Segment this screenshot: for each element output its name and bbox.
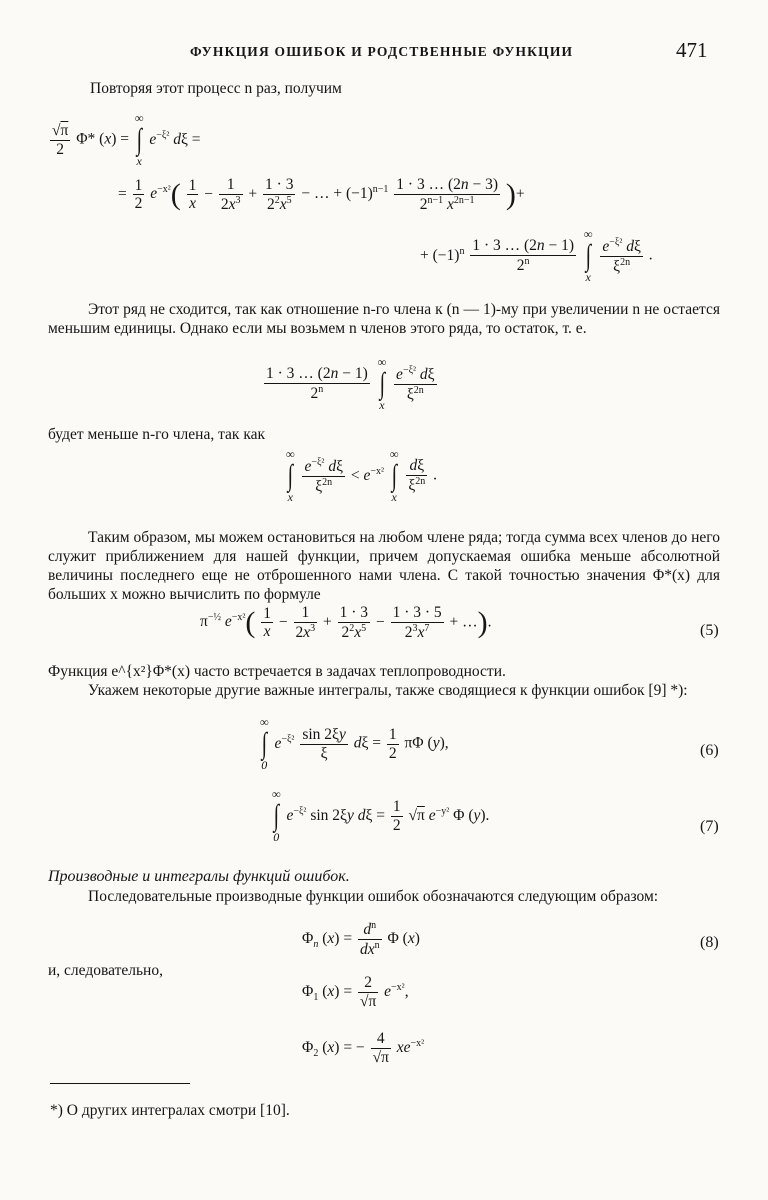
equation-remainder: $\frac{1 \cdot 3 \dots (2n - 1)}{2^n}$ ∞ ∫ x $\frac{e^{-\xi^2} d\xi}{\xi^{2n}}$ — [266, 355, 435, 412]
equation-asymptotic-line3: + $(-1)^n$ $\frac{1 \cdot 3 \dots (2n - 1)}{2^n}$ ∞ ∫ x $\frac{e^{-\xi^2} d\xi}{\xi^{2n}}$ . — [420, 227, 653, 284]
equation-number-7: (7) — [700, 818, 719, 835]
paragraph-derivatives: Последовательные производные функции ошибок обозначаются следующим образом: — [88, 888, 659, 905]
page-number: 471 — [676, 38, 708, 62]
equation-6: ∞ ∫ 0 $e^{-\xi^2}$ $\frac{\sin 2\xi y}{\xi}$ dξ = $\frac{1}{2}$ πΦ (y), — [260, 715, 449, 772]
equation-7: ∞ ∫ 0 $e^{-\xi^2}$ sin 2ξy dξ = $\frac{1}{2}$ √π $e^{-y^2}$ Φ (y). — [272, 787, 490, 844]
equation-number-8: (8) — [700, 934, 719, 951]
running-title: ФУНКЦИЯ ОШИБОК И РОДСТВЕННЫЕ ФУНКЦИИ — [190, 44, 574, 59]
equation-phi1: $\Phi_1$ (x) = $\frac{2}{√\pi}$ $e^{-x^2}$, — [302, 974, 409, 1010]
section-title: Производные и интегралы функций ошибок. — [48, 868, 350, 885]
paragraph-approximation: Таким образом, мы можем остановиться на любом члене ряда; тогда сумма всех членов до него служит приближением для нашей функции, причем допускаемая ошибка меньше абсолютной величины последнего еще не отброшенного нами члена. С такой точностью значения Φ*(x) для больших x можно вычислить по формуле — [48, 529, 720, 603]
equation-inequality: ∞ ∫ x $\frac{e^{-\xi^2} d\xi}{\xi^{2n}}$ < $e^{-x^2}$ ∞ ∫ x $\frac{d\xi}{\xi^{2n}}$ . — [286, 447, 437, 504]
paragraph-divergence: Этот ряд не сходится, так как отношение n-го члена к (n — 1)-му при увеличении n не остается меньшим единицы. Однако если мы возьмем n членов этого ряда, то остаток, т. е. — [48, 301, 720, 337]
equation-asymptotic-line2: = $\frac{1}{2}$ $e^{-x^2}$( $\frac{1}{x}$ − $\frac{1}{2x^3}$ + $\frac{1 \cdot 3}{2^2x^5}$ − … + $(-1)^{n-1}$ $\frac{1 \cdot 3 \dots (2n - 3)}{2^{n-1} x^{2n-1}}$ )+ — [118, 176, 525, 213]
equation-number-5: (5) — [700, 622, 719, 639]
paragraph-intro: Повторяя этот процесс n раз, получим — [90, 80, 342, 97]
equation-number-6: (6) — [700, 742, 719, 759]
equation-phi2: $\Phi_2$ (x) = − $\frac{4}{√\pi}$ $xe^{-x^2}$ — [302, 1030, 425, 1066]
paragraph-heat-conduction: Функция e^{x²}Φ*(x) часто встречается в задачах теплопроводности. — [48, 663, 506, 680]
equation-5: $\pi^{-\frac{1}{2}}$ $e^{-x^2}$( $\frac{1}{x}$ − $\frac{1}{2x^3}$ + $\frac{1 \cdot 3}{2^2x^5}$ − $\frac{1 \cdot 3 \cdot 5}{2^3x^7}$ + …). — [200, 604, 492, 641]
paragraph-consequently: и, следовательно, — [48, 962, 163, 979]
equation-asymptotic-line1: $\frac{√\pi}{2}$ Φ* (x) = ∞ ∫ x $e^{-\xi^2}$ dξ = — [52, 111, 201, 168]
equation-8: $\Phi_n$ (x) = $\frac{d^n}{dx^n}$ Φ (x) — [302, 920, 420, 959]
paragraph-less-than: будет меньше n-го члена, так как — [48, 426, 266, 443]
paragraph-other-integrals: Укажем некоторые другие важные интегралы, также сводящиеся к функции ошибок [9] *): — [88, 682, 688, 699]
footnote-rule — [50, 1083, 190, 1084]
footnote: *) О других интегралах смотри [10]. — [50, 1102, 290, 1119]
